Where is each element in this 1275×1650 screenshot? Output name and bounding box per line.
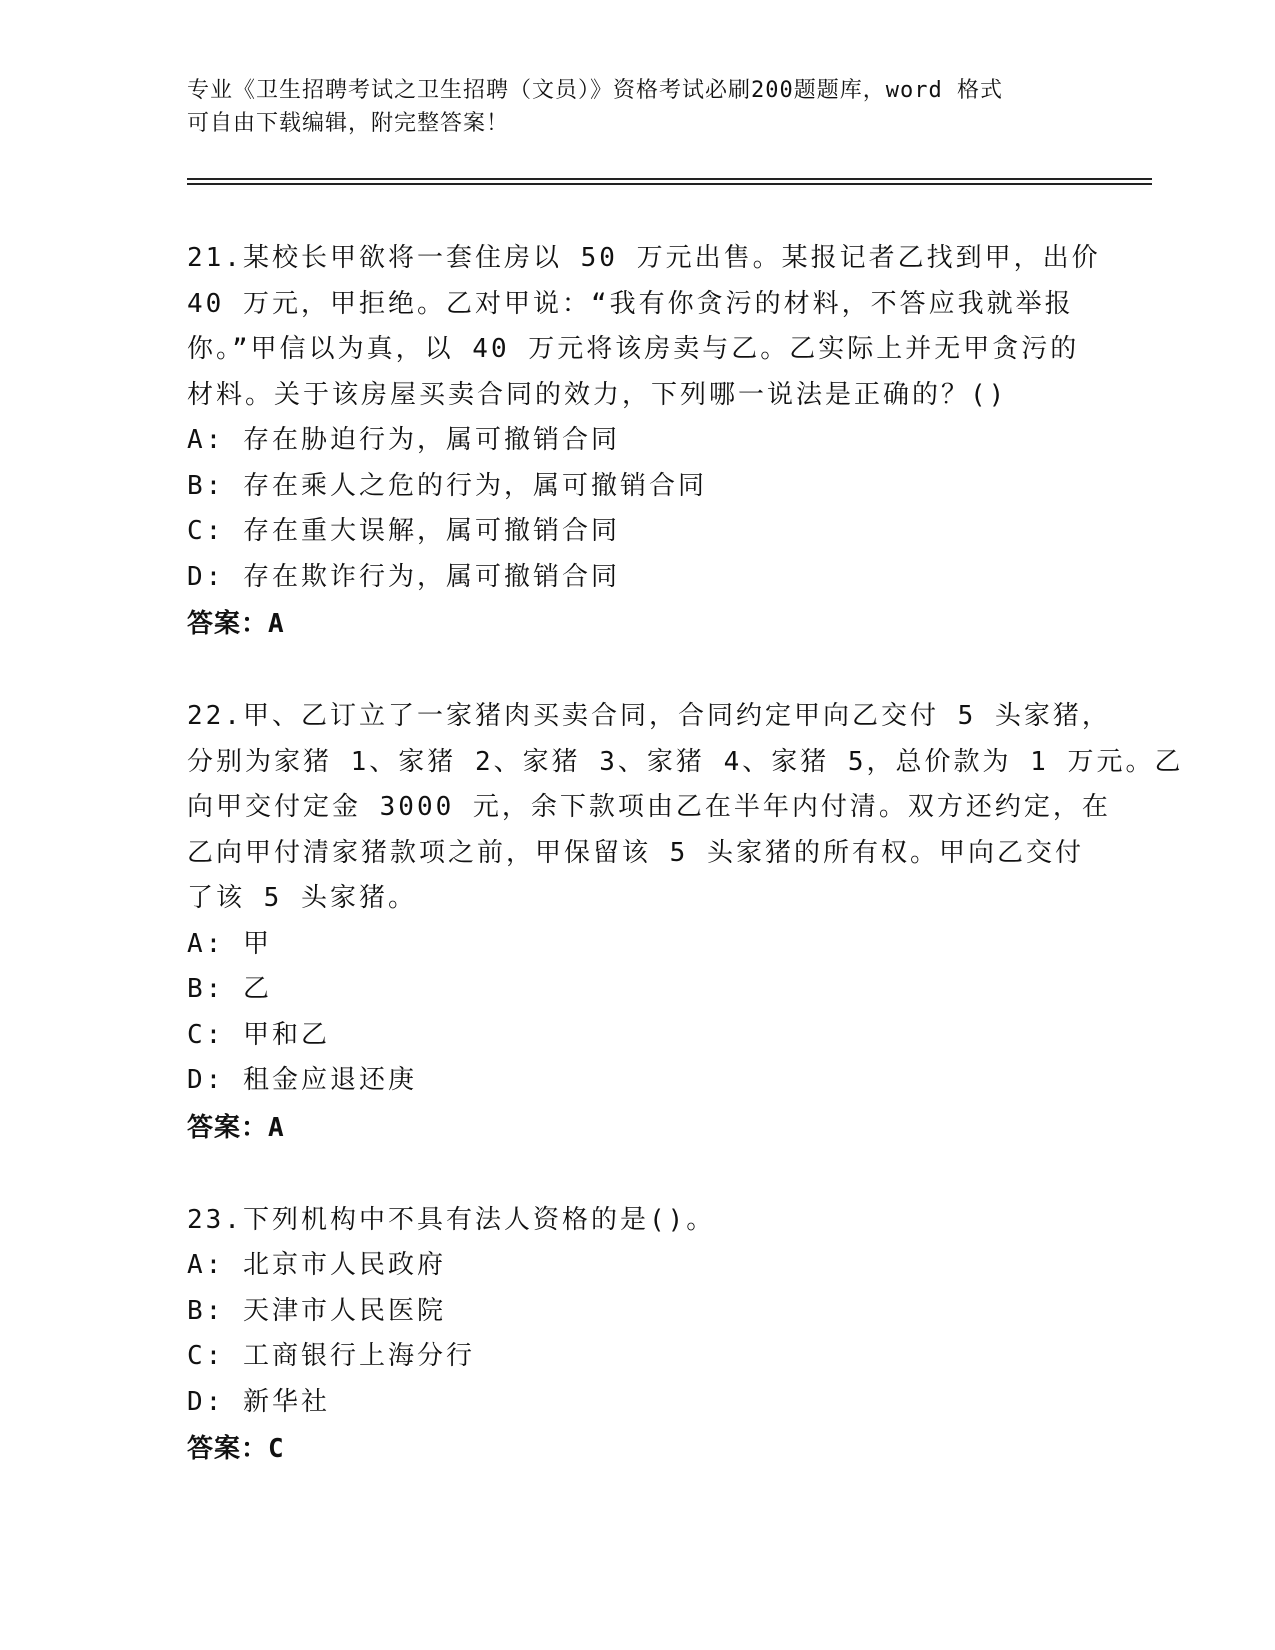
option-d: D: 租金应退还庚 (187, 1065, 417, 1095)
option-b: B: 存在乘人之危的行为，属可撤销合同 (187, 470, 707, 501)
option-c: C: 存在重大误解，属可撤销合同 (187, 516, 620, 546)
question-text-line: 分别为家猪 1、家猪 2、家猪 3、家猪 4、家猪 5，总价款为 1 万元。乙 (187, 746, 1184, 777)
option-c: C: 工商银行上海分行 (187, 1341, 475, 1371)
question-text-line: 乙向甲付清家猪款项之前，甲保留该 5 头家猪的所有权。甲向乙交付 (187, 837, 1084, 868)
question-21 (187, 236, 1101, 647)
question-text-line: 你。”甲信以为真，以 40 万元将该房卖与乙。乙实际上并无甲贪污的 (187, 334, 1080, 364)
question-23 (187, 1198, 1087, 1473)
question-list (187, 236, 1184, 1519)
option-b: B: 天津市人民医院 (187, 1295, 446, 1326)
question-text-line: 向甲交付定金 3000 元，余下款项由乙在半年内付清。双方还约定，在 (187, 792, 1111, 822)
question-text-line: 了该 5 头家猪。 (187, 883, 417, 913)
option-a: A: 北京市人民政府 (187, 1250, 446, 1280)
option-c: C: 甲和乙 (187, 1019, 330, 1050)
header-line: 可自由下载编辑，附完整答案！ (187, 111, 510, 136)
option-d: D: 新华社 (187, 1386, 330, 1417)
question-text-line: 材料。关于该房屋买卖合同的效力，下列哪一说法是正确的？() (187, 379, 1008, 410)
header-line: 专业《卫生招聘考试之卫生招聘（文员）》资格考试必刷200题题库，word 格式 (187, 78, 1003, 103)
question-text-line: 40 万元，甲拒绝。乙对甲说：“我有你贪污的材料，不答应我就举报 (187, 288, 1074, 319)
option-a: A: 存在胁迫行为，属可撤销合同 (187, 425, 620, 455)
question-text-line: 21.某校长甲欲将一套住房以 50 万元出售。某报记者乙找到甲，出价 (187, 243, 1101, 273)
answer-text: 答案：A (187, 1112, 285, 1143)
header-divider-top (187, 178, 1152, 180)
answer-text: 答案：A (187, 609, 285, 639)
document-header (187, 74, 1087, 140)
option-d: D: 存在欺诈行为，属可撤销合同 (187, 561, 620, 592)
header-divider-bottom (187, 183, 1152, 185)
answer-text: 答案：C (187, 1434, 285, 1464)
question-22 (187, 694, 1184, 1151)
question-text-line: 22.甲、乙订立了一家猪肉买卖合同，合同约定甲向乙交付 5 头家猪， (187, 701, 1111, 731)
option-a: A: 甲 (187, 928, 272, 959)
question-text-line: 23.下列机构中不具有法人资格的是()。 (187, 1204, 716, 1235)
option-b: B: 乙 (187, 974, 272, 1004)
